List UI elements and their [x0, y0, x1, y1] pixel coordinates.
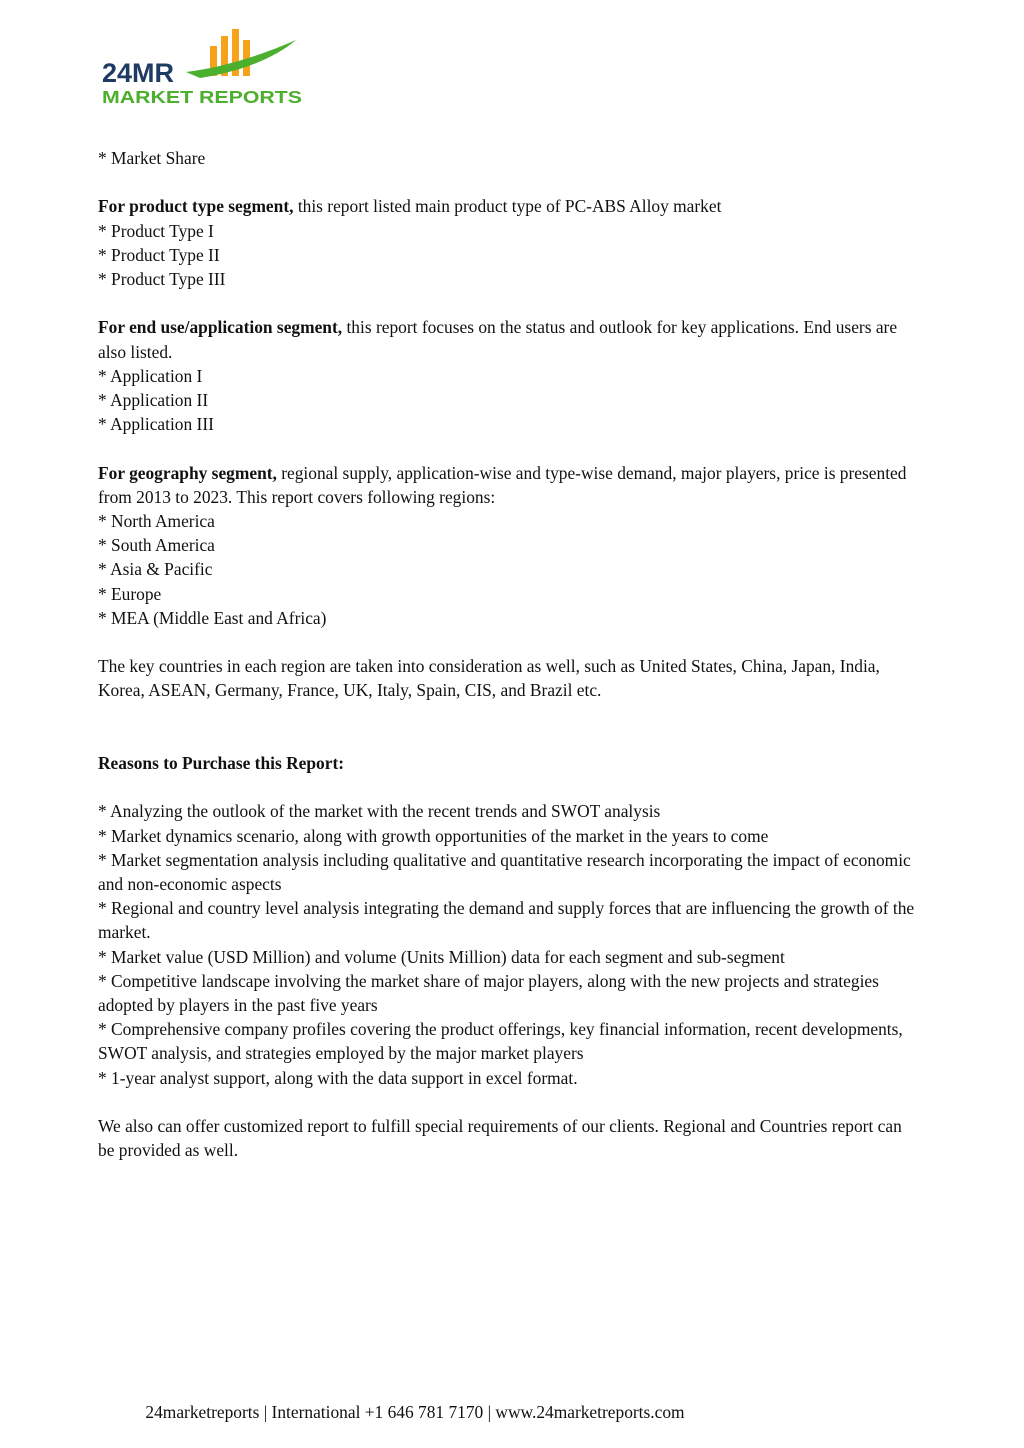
logo-line1: 24MR [102, 58, 175, 88]
document-body [98, 146, 918, 1162]
footer-contact: 24marketreports | International +1 646 781 7170 | www.24marketreports.com [145, 1402, 685, 1422]
list-item: * Product Type III [98, 269, 226, 289]
product-type-lead: For product type segment, [98, 196, 294, 217]
logo-line2: MARKET REPORTS [102, 87, 302, 107]
application-paragraph [98, 315, 918, 363]
closing-paragraph: We also can offer customized report to fulfill special requirements of our clients. Regional and Countries report can be provided as well. [98, 1116, 902, 1161]
logo-swoosh [186, 40, 296, 78]
reason-item: * Market dynamics scenario, along with growth opportunities of the market in the years to come [98, 825, 769, 846]
list-item: * Europe [98, 583, 162, 604]
logo-graphic [100, 28, 310, 110]
product-type-text: this report listed main product type of PC-ABS Alloy market [293, 196, 722, 217]
application-text: this report focuses on the status and outlook for key applications. End users are also listed. [98, 317, 898, 362]
list-item: * Product Type II [98, 244, 220, 265]
geography-text: regional supply, application-wise and type-wise demand, major players, price is presented from 2013 to 2023. This report covers following regions: [98, 462, 907, 507]
reason-item: * 1-year analyst support, along with the data support in excel format. [98, 1067, 578, 1088]
reason-item: * Comprehensive company profiles covering the product offerings, key financial information, recent developments, SWOT analysis, and strategies employed by the major market players [98, 1019, 903, 1064]
list-item: * Application III [98, 414, 214, 435]
application-lead: For end use/application segment, [98, 317, 343, 338]
reason-item: * Market segmentation analysis including qualitative and quantitative research incorporating the impact of economic and non-economic aspects [98, 849, 911, 894]
reason-item: * Analyzing the outlook of the market with the recent trends and SWOT analysis [98, 801, 661, 822]
reasons-heading: Reasons to Purchase this Report: [98, 753, 345, 773]
list-item: * Product Type I [98, 220, 214, 241]
list-item: * South America [98, 535, 215, 556]
list-item: * Asia & Pacific [98, 559, 213, 580]
list-item: * MEA (Middle East and Africa) [98, 607, 327, 628]
geography-lead: For geography segment, [98, 462, 277, 483]
reason-item: * Competitive landscape involving the market share of major players, along with the new projects and strategies adopted by players in the past five years [98, 970, 879, 1016]
list-item: * Application I [98, 365, 203, 386]
page-footer [0, 1400, 830, 1424]
reason-item: * Market value (USD Million) and volume (Units Million) data for each segment and sub-segment [98, 946, 785, 967]
list-item: * North America [98, 511, 215, 531]
countries-paragraph: The key countries in each region are taken into consideration as well, such as United States, China, Japan, India, Korea, ASEAN, Germany, France, UK, Italy, Spain, CIS, and Brazil etc. [98, 656, 880, 701]
reason-item: * Regional and country level analysis integrating the demand and supply forces that are influencing the growth of the market. [98, 898, 915, 943]
geography-paragraph [98, 461, 918, 509]
product-type-paragraph [98, 194, 918, 218]
company-logo [100, 28, 310, 110]
market-share-item: * Market Share [98, 148, 206, 168]
list-item: * Application II [98, 390, 209, 410]
